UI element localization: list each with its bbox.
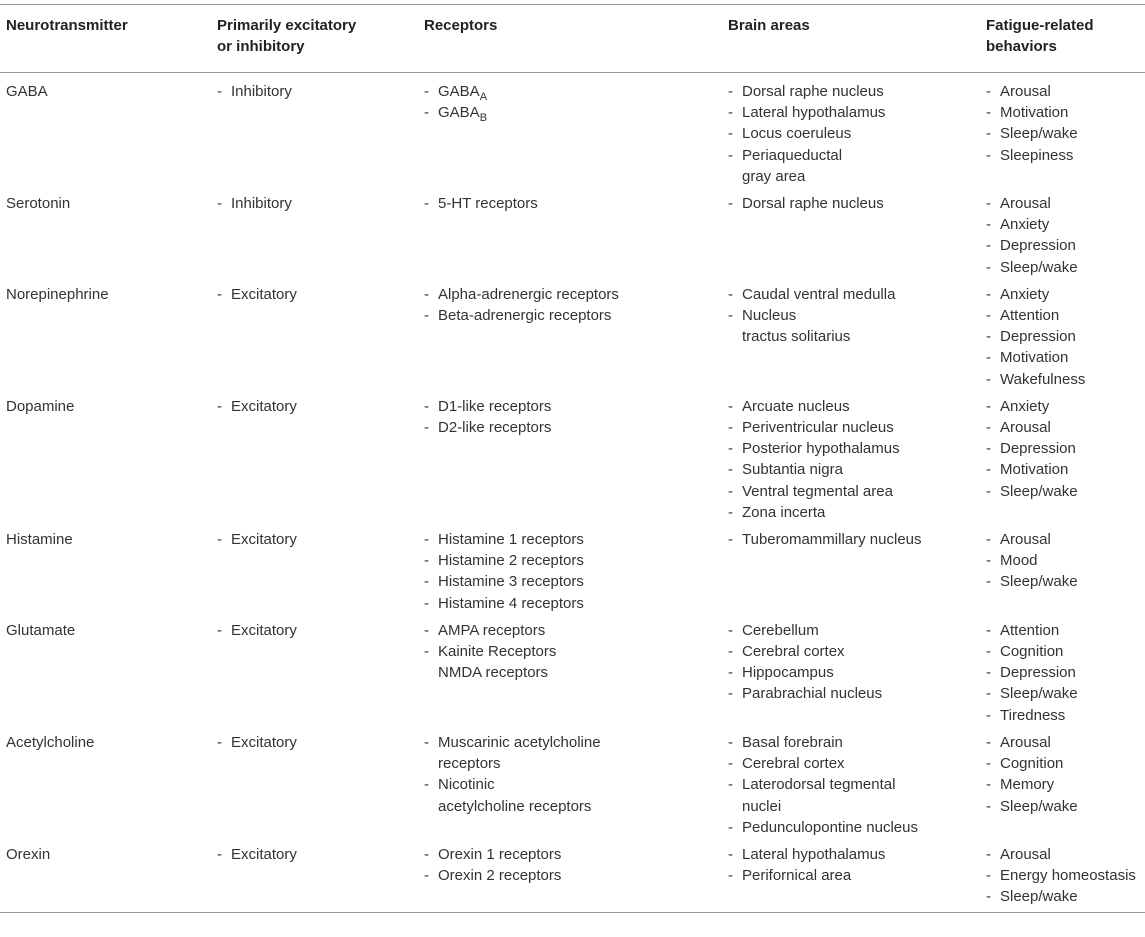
table-row <box>0 189 1145 280</box>
receptor-item <box>424 865 716 886</box>
receptor-text: D2-like receptors <box>438 419 552 437</box>
behavior-item: - Attention <box>986 620 1139 641</box>
brain-areas-cell <box>722 525 980 616</box>
receptor-subscript: A <box>479 91 488 103</box>
behavior-item: - Anxiety <box>986 214 1139 235</box>
brain-area-item: - Cerebral cortex <box>728 641 974 662</box>
neurotransmitter-name: Serotonin <box>6 195 71 213</box>
receptor-item <box>424 550 716 571</box>
type-item: - Inhibitory <box>217 193 412 214</box>
receptor-text: GABA <box>438 104 480 122</box>
neurotransmitter-name: Dopamine <box>6 397 75 415</box>
brain-area-item: - Tuberomammillary nucleus <box>728 529 974 550</box>
receptor-item <box>424 396 716 417</box>
behavior-item: - Motivation <box>986 102 1139 123</box>
behavior-item: - Anxiety <box>986 396 1139 417</box>
behavior-item: - Motivation <box>986 347 1139 368</box>
behaviors-cell <box>980 728 1145 840</box>
behaviors-cell <box>980 840 1145 912</box>
brain-areas-cell <box>722 280 980 392</box>
receptor-item <box>424 662 716 683</box>
behaviors-cell <box>980 280 1145 392</box>
receptor-item <box>424 593 716 614</box>
behavior-item: - Sleep/wake <box>986 481 1139 502</box>
receptor-text: Orexin 1 receptors <box>438 845 562 863</box>
brain-area-item: - Dorsal raphe nucleus <box>728 193 974 214</box>
brain-area-item: - Posterior hypothalamus <box>728 438 974 459</box>
header-brain-areas: Brain areas <box>728 17 810 34</box>
behavior-item: - Sleep/wake <box>986 257 1139 278</box>
neurotransmitter-name: Glutamate <box>6 621 76 639</box>
type-item: - Excitatory <box>217 844 412 865</box>
behaviors-cell <box>980 525 1145 616</box>
brain-areas-cell <box>722 728 980 840</box>
behavior-item: - Arousal <box>986 81 1139 102</box>
behavior-item: - Cognition <box>986 641 1139 662</box>
table-row <box>0 616 1145 728</box>
brain-area-item: - Cerebellum <box>728 620 974 641</box>
header-type-text: Primarily excitatory or inhibitory <box>217 17 357 55</box>
receptors-cell <box>418 840 722 912</box>
behavior-item: - Arousal <box>986 193 1139 214</box>
receptor-item <box>424 571 716 592</box>
type-item: - Inhibitory <box>217 81 412 102</box>
type-cell <box>211 525 418 616</box>
type-item: - Excitatory <box>217 529 412 550</box>
behavior-item: - Sleep/wake <box>986 683 1139 704</box>
type-cell <box>211 616 418 728</box>
neurotransmitter-name: Histamine <box>6 531 73 549</box>
receptor-text: Alpha-adrenergic receptors <box>438 285 619 303</box>
receptor-item <box>424 417 716 438</box>
behaviors-cell <box>980 392 1145 525</box>
type-cell <box>211 280 418 392</box>
receptor-text: Orexin 2 receptors <box>438 867 562 885</box>
receptor-item <box>424 102 716 123</box>
receptor-subscript: B <box>479 112 488 125</box>
behaviors-cell <box>980 189 1145 280</box>
header-neurotransmitter: Neurotransmitter <box>6 17 128 34</box>
table-row <box>0 392 1145 525</box>
brain-area-item: - Parabrachial nucleus <box>728 683 974 704</box>
brain-area-item: - Caudal ventral medulla <box>728 284 974 305</box>
brain-area-item: - Hippocampus <box>728 662 974 683</box>
neurotransmitter-name: Acetylcholine <box>6 733 95 751</box>
brain-area-item: - Lateral hypothalamus <box>728 102 974 123</box>
type-cell <box>211 73 418 190</box>
neurotransmitter-name: Norepinephrine <box>6 285 109 303</box>
type-cell <box>211 728 418 840</box>
behavior-item: - Depression <box>986 662 1139 683</box>
receptor-item <box>424 732 716 753</box>
type-cell <box>211 189 418 280</box>
behaviors-cell <box>980 73 1145 190</box>
brain-area-item: - Zona incerta <box>728 502 974 523</box>
behavior-item: - Attention <box>986 305 1139 326</box>
behavior-item: - Energy homeostasis <box>986 865 1139 886</box>
receptor-text: Histamine 4 receptors <box>438 594 584 612</box>
behavior-item: - Sleep/wake <box>986 123 1139 144</box>
receptor-text: Beta-adrenergic receptors <box>438 307 612 325</box>
brain-areas-cell <box>722 392 980 525</box>
header-type <box>211 5 418 73</box>
table-body <box>0 73 1145 913</box>
behavior-item: - Arousal <box>986 732 1139 753</box>
behavior-item: - Sleepiness <box>986 145 1139 166</box>
table-header <box>0 5 1145 73</box>
header-receptors: Receptors <box>424 17 498 34</box>
behavior-item: - Cognition <box>986 753 1139 774</box>
behaviors-cell <box>980 616 1145 728</box>
receptors-cell <box>418 728 722 840</box>
behavior-item: - Wakefulness <box>986 369 1139 390</box>
receptor-text: acetylcholine receptors <box>438 797 592 815</box>
receptor-text: Histamine 1 receptors <box>438 531 584 549</box>
type-item: - Excitatory <box>217 732 412 753</box>
receptor-item <box>424 529 716 550</box>
header-behaviors-text: Fatigue-related behaviors <box>986 17 1094 55</box>
receptors-cell <box>418 73 722 190</box>
table-row <box>0 840 1145 912</box>
behavior-item: - Sleep/wake <box>986 796 1139 817</box>
behavior-item: - Sleep/wake <box>986 571 1139 592</box>
type-item: - Excitatory <box>217 396 412 417</box>
brain-area-item: - Cerebral cortex <box>728 753 974 774</box>
receptor-item <box>424 774 716 795</box>
behavior-item: - Depression <box>986 235 1139 256</box>
brain-area-item: - Basal forebrain <box>728 732 974 753</box>
behavior-item: - Motivation <box>986 459 1139 480</box>
brain-area-item: - Periventricular nucleus <box>728 417 974 438</box>
receptor-item <box>424 193 716 214</box>
brain-area-item: - Locus coeruleus <box>728 123 974 144</box>
neurotransmitter-name: Orexin <box>6 845 51 863</box>
receptor-text: Muscarinic acetylcholine <box>438 733 601 751</box>
table-row <box>0 73 1145 190</box>
table-row <box>0 728 1145 840</box>
receptor-text: Kainite Receptors <box>438 643 557 661</box>
brain-areas-cell <box>722 73 980 190</box>
brain-area-item: - Arcuate nucleus <box>728 396 974 417</box>
neurotransmitter-name: GABA <box>6 83 48 100</box>
type-item: - Excitatory <box>217 284 412 305</box>
behavior-item: - Anxiety <box>986 284 1139 305</box>
type-cell <box>211 392 418 525</box>
receptors-cell <box>418 525 722 616</box>
receptor-text: AMPA receptors <box>438 621 546 639</box>
brain-area-item: - Ventral tegmental area <box>728 481 974 502</box>
receptor-item <box>424 284 716 305</box>
receptors-cell <box>418 616 722 728</box>
header-row <box>0 5 1145 73</box>
receptors-cell <box>418 189 722 280</box>
receptor-text: Histamine 3 receptors <box>438 573 584 591</box>
receptor-item <box>424 844 716 865</box>
neurotransmitter-table <box>0 4 1145 913</box>
brain-area-item: nuclei <box>742 797 782 815</box>
receptors-cell <box>418 392 722 525</box>
brain-area-item: - Perifornical area <box>728 865 974 886</box>
type-cell <box>211 840 418 912</box>
receptors-cell <box>418 280 722 392</box>
brain-area-item: - Laterodorsal tegmental <box>728 774 974 795</box>
table-row <box>0 525 1145 616</box>
receptor-text: 5-HT receptors <box>438 195 538 213</box>
type-item: - Excitatory <box>217 620 412 641</box>
brain-areas-cell <box>722 189 980 280</box>
brain-area-item: - Nucleus <box>728 305 974 326</box>
behavior-item: - Sleep/wake <box>986 886 1139 907</box>
brain-area-item: tractus solitarius <box>742 328 851 346</box>
receptor-item <box>424 641 716 662</box>
receptor-item <box>424 81 716 102</box>
brain-area-item: - Lateral hypothalamus <box>728 844 974 865</box>
behavior-item: - Arousal <box>986 417 1139 438</box>
table-row <box>0 280 1145 392</box>
receptor-item <box>424 753 716 774</box>
behavior-item: - Depression <box>986 326 1139 347</box>
receptor-text: Histamine 2 receptors <box>438 552 584 570</box>
brain-area-item: - Dorsal raphe nucleus <box>728 81 974 102</box>
brain-area-item: - Subtantia nigra <box>728 459 974 480</box>
receptor-item <box>424 620 716 641</box>
behavior-item: - Mood <box>986 550 1139 571</box>
receptor-text: Nicotinic <box>438 776 495 794</box>
behavior-item: - Tiredness <box>986 705 1139 726</box>
receptor-text: GABA <box>438 83 480 100</box>
receptor-item <box>424 305 716 326</box>
behavior-item: - Arousal <box>986 844 1139 865</box>
brain-areas-cell <box>722 616 980 728</box>
behavior-item: - Memory <box>986 774 1139 795</box>
brain-area-item: gray area <box>742 167 806 185</box>
brain-areas-cell <box>722 840 980 912</box>
receptor-text: NMDA receptors <box>438 664 549 682</box>
behavior-item: - Arousal <box>986 529 1139 550</box>
behavior-item: - Depression <box>986 438 1139 459</box>
receptor-item <box>424 796 716 817</box>
receptor-text: D1-like receptors <box>438 397 552 415</box>
header-behaviors <box>980 5 1145 73</box>
brain-area-item: - Periaqueductal <box>728 145 974 166</box>
receptor-text: receptors <box>438 755 501 773</box>
brain-area-item: - Pedunculopontine nucleus <box>728 817 974 838</box>
